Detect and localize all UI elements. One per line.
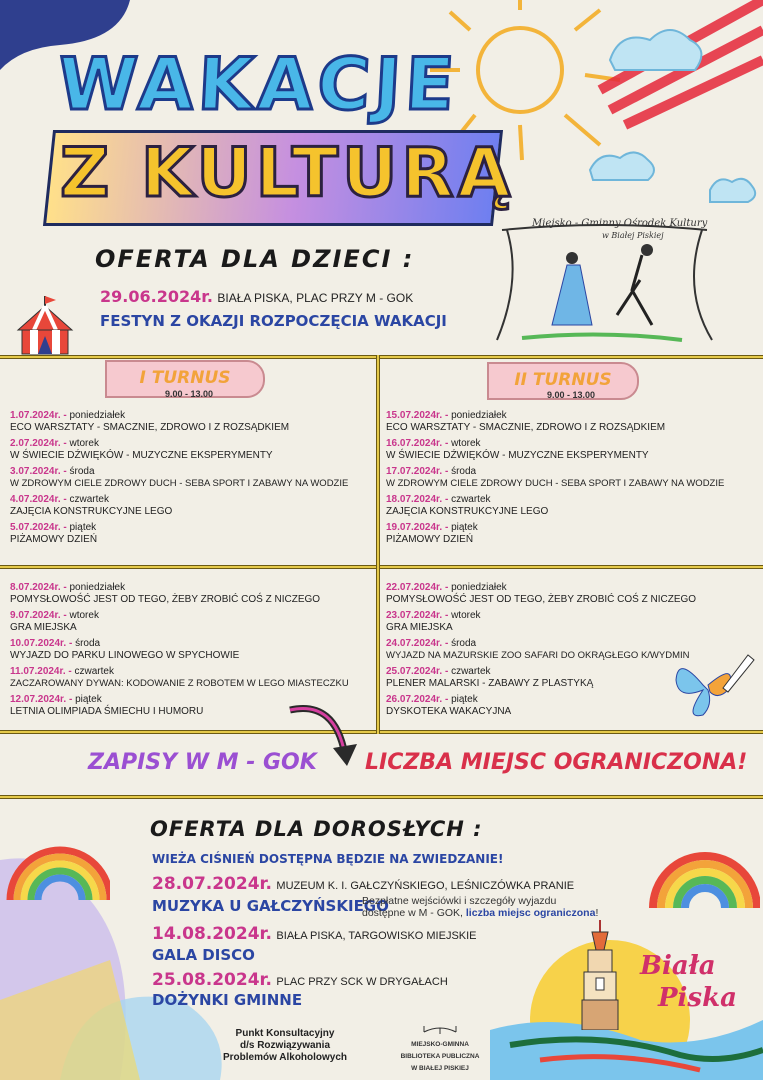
turnus2-week1: [386, 410, 762, 546]
activity-name: WYJAZD NA MAZURSKIE ZOO SAFARI DO OKRĄGŁEGO K/WYDMIN: [386, 650, 690, 661]
activity-name: W ŚWIECIE DŹWIĘKÓW - MUZYCZNE EKSPERYMENTY: [10, 450, 273, 461]
list-item: 12.07.2024r. - piątek: [10, 694, 102, 705]
adult-event-2: [152, 924, 477, 944]
event-note-excl: !: [595, 907, 599, 919]
library-line2: BIBLIOTEKA PUBLICZNA: [400, 1053, 480, 1060]
town-line2: Piska: [658, 983, 737, 1013]
activity-name: ECO WARSZTATY - SMACZNIE, ZDROWO I Z ROZSĄDKIEM: [10, 422, 290, 433]
consultation-line1: Punkt Konsultacyjny: [235, 1028, 335, 1039]
activity-name: W ZDROWYM CIELE ZDROWY DUCH - SEBA SPORT I ZABAWY NA WODZIE: [10, 478, 349, 489]
activity-name: POMYSŁOWOŚĆ JEST OD TEGO, ŻEBY ZROBIĆ COŚ Z NICZEGO: [10, 594, 321, 605]
divider-lower: [0, 730, 763, 734]
activity-name: LETNIA OLIMPIADA ŚMIECHU I HUMORU: [10, 706, 204, 717]
list-item: 1.07.2024r. - poniedziałek: [10, 410, 126, 421]
event-date: 25.08.2024r.: [152, 970, 272, 990]
adult-event-1: [152, 874, 574, 894]
list-item: 24.07.2024r. - środa: [386, 638, 477, 649]
list-item: 9.07.2024r. - wtorek: [10, 610, 99, 621]
activity-name: GRA MIEJSKA: [386, 622, 453, 633]
library-line1: MIEJSKO-GMINNA: [411, 1041, 469, 1048]
logo-text1: Miejsko - Gminny Ośrodek Kultury: [532, 218, 708, 229]
title-line1: WAKACJE: [55, 42, 461, 126]
list-item: 18.07.2024r. - czwartek: [386, 494, 491, 505]
divider-top: [0, 355, 763, 359]
list-item: 23.07.2024r. - wtorek: [386, 610, 481, 621]
kids-heading: OFERTA DLA DZIECI :: [95, 245, 415, 273]
event-note: [362, 895, 598, 919]
list-item: 3.07.2024r. - środa: [10, 466, 95, 477]
activity-name: ZAJĘCIA KONSTRUKCYJNE LEGO: [10, 506, 173, 517]
list-item: 8.07.2024r. - poniedziałek: [10, 582, 126, 593]
activity-name: W ŚWIECIE DŹWIĘKÓW - MUZYCZNE EKSPERYMENTY: [386, 450, 649, 461]
library-logo: [385, 1022, 495, 1075]
activity-name: ZAJĘCIA KONSTRUKCYJNE LEGO: [386, 506, 549, 517]
logo-text2: w Białej Piskiej: [602, 231, 664, 240]
circus-tent-icon: [14, 292, 76, 358]
list-item: 5.07.2024r. - piątek: [10, 522, 97, 533]
list-item: 4.07.2024r. - czwartek: [10, 494, 109, 505]
water-tower-info: WIEŻA CIŚNIEŃ DOSTĘPNA BĘDZIE NA ZWIEDZANIE!: [152, 852, 504, 866]
butterfly-icon: [668, 650, 758, 725]
event-name: GALA DISCO: [152, 946, 255, 964]
consultation-line2: d/s Rozwiązywania: [239, 1040, 331, 1051]
opening-place: BIAŁA PISKA, PLAC PRZY M - GOK: [217, 291, 414, 305]
list-item: 15.07.2024r. - poniedziałek: [386, 410, 507, 421]
event-note-line1: Bezpłatne wejściówki i szczegóły wyjazdu: [362, 895, 557, 907]
town-name: [640, 950, 737, 1014]
activity-name: W ZDROWYM CIELE ZDROWY DUCH - SEBA SPORT I ZABAWY NA WODZIE: [386, 478, 725, 489]
opening-event: FESTYN Z OKAZJI ROZPOCZĘCIA WAKACJI: [100, 312, 447, 330]
event-name: DOŻYNKI GMINNE: [152, 991, 303, 1009]
town-line1: Biała: [640, 951, 716, 981]
water-tower-icon: [570, 920, 630, 1030]
opening-date: 29.06.2024r.: [100, 287, 213, 306]
library-line3: W BIAŁEJ PISKIEJ: [411, 1065, 469, 1072]
rainbow-left-icon: [0, 820, 110, 900]
list-item: 22.07.2024r. - poniedziałek: [386, 582, 507, 593]
rainbow-right-icon: [645, 818, 760, 908]
opening-line: [100, 287, 413, 307]
list-item: 11.07.2024r. - czwartek: [10, 666, 114, 677]
activity-name: PIŻAMOWY DZIEŃ: [386, 534, 474, 545]
activity-name: PLENER MALARSKI - ZABAWY Z PLASTYKĄ: [386, 678, 594, 689]
event-place: PLAC PRZY SCK W DRYGAŁACH: [276, 976, 448, 988]
turnus1-week2: [10, 582, 370, 718]
event-note-line2: dostępne w M - GOK,: [362, 907, 463, 919]
list-item: 25.07.2024r. - czwartek: [386, 666, 491, 677]
turnus2-label: II TURNUS: [514, 370, 612, 390]
adults-heading: OFERTA DLA DOROSŁYCH :: [150, 817, 483, 841]
title-line2: Z KULTURĄ: [60, 134, 515, 213]
list-item: 17.07.2024r. - środa: [386, 466, 477, 477]
activity-name: PIŻAMOWY DZIEŃ: [10, 534, 98, 545]
event-note-limited: liczba miejsc ograniczona: [465, 907, 596, 919]
event-name: MUZYKA U GAŁCZYŃSKIEGO: [152, 897, 389, 915]
consultation-point: [215, 1028, 355, 1064]
activity-name: ECO WARSZTATY - SMACZNIE, ZDROWO I Z ROZSĄDKIEM: [386, 422, 666, 433]
event-place: BIAŁA PISKA, TARGOWISKO MIEJSKIE: [276, 930, 477, 942]
divider-bottom: [0, 795, 763, 799]
adult-event-3: [152, 970, 448, 990]
event-date: 28.07.2024r.: [152, 874, 272, 894]
event-place: MUZEUM K. I. GAŁCZYŃSKIEGO, LEŚNICZÓWKA PRANIE: [276, 880, 575, 892]
signup-text: ZAPISY W M - GOK: [88, 750, 317, 775]
turnus2-hours: 9.00 - 13.00: [547, 390, 596, 400]
activity-name: GRA MIEJSKA: [10, 622, 77, 633]
list-item: 10.07.2024r. - środa: [10, 638, 101, 649]
event-date: 14.08.2024r.: [152, 924, 272, 944]
list-item: 19.07.2024r. - piątek: [386, 522, 478, 533]
consultation-line3: Problemów Alkoholowych: [222, 1052, 348, 1063]
list-item: 26.07.2024r. - piątek: [386, 694, 478, 705]
book-icon: [420, 1022, 460, 1034]
divider-vertical: [376, 355, 380, 734]
activity-name: WYJAZD DO PARKU LINOWEGO W SPYCHOWIE: [10, 650, 240, 661]
turnus1-hours: 9.00 - 13.00: [165, 389, 214, 399]
divider-middle: [0, 565, 763, 569]
activity-name: POMYSŁOWOŚĆ JEST OD TEGO, ŻEBY ZROBIĆ COŚ Z NICZEGO: [386, 594, 697, 605]
list-item: 2.07.2024r. - wtorek: [10, 438, 99, 449]
turnus1-week1: [10, 410, 370, 546]
limited-seats-text: LICZBA MIEJSC OGRANICZONA!: [365, 750, 748, 775]
list-item: 16.07.2024r. - wtorek: [386, 438, 481, 449]
activity-name: DYSKOTEKA WAKACYJNA: [386, 706, 512, 717]
mgok-logo: [482, 210, 722, 350]
activity-name: ZACZAROWANY DYWAN: KODOWANIE Z ROBOTEM W LEGO MIASTECZKU: [10, 678, 349, 689]
turnus1-label: I TURNUS: [139, 368, 231, 388]
